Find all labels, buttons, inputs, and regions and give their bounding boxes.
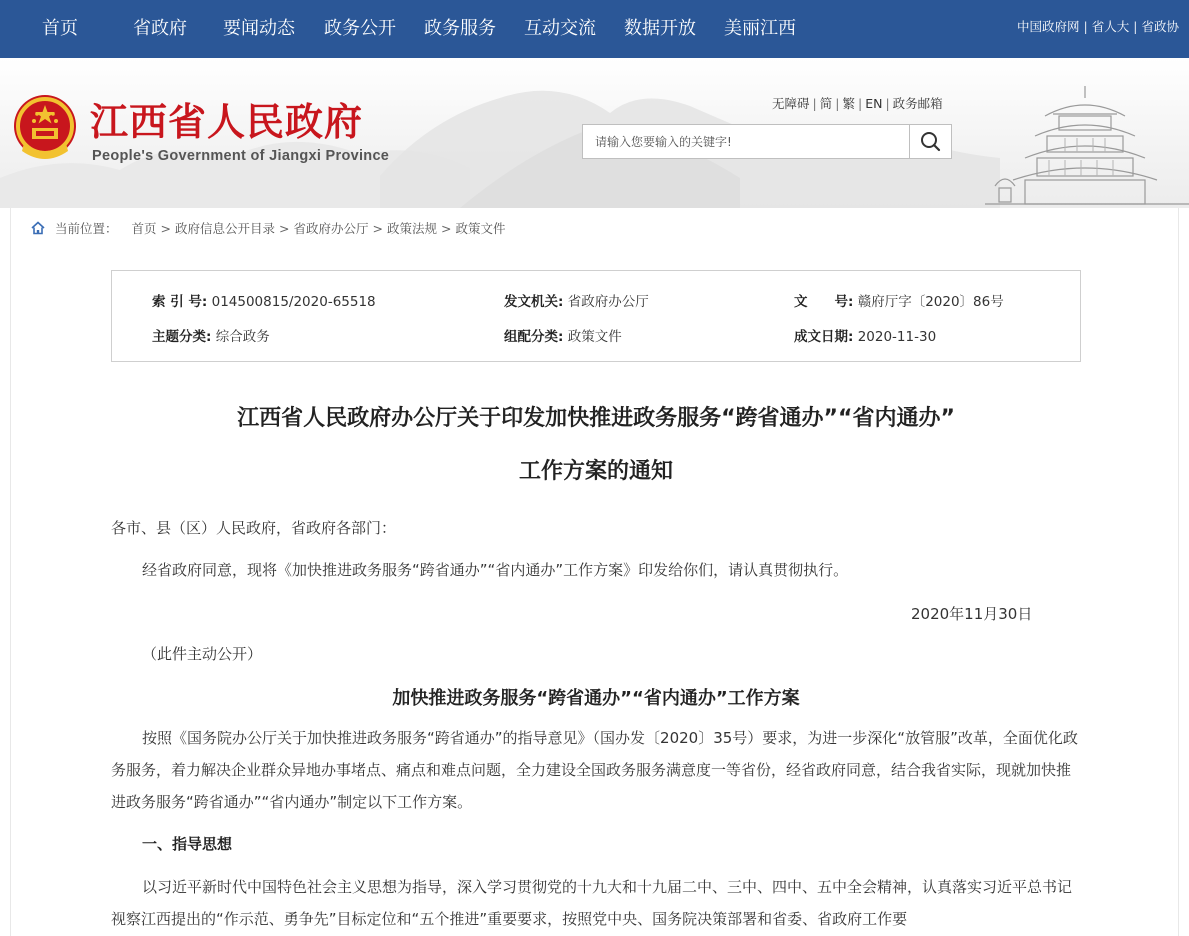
salutation: 各市、县（区）人民政府，省政府各部门： bbox=[111, 519, 397, 537]
site-header bbox=[0, 58, 1189, 208]
link-provincial-congress[interactable]: 省人大 bbox=[1091, 19, 1130, 34]
plan-title: 加快推进政务服务“跨省通办”“省内通办”工作方案 bbox=[392, 688, 800, 709]
section-paragraph: 以习近平新时代中国特色社会主义思想为指导，深入学习贯彻党的十九大和十九届二中、三中、四中、五中全会精神，认真落实习近平总书记视察江西提出的“作示范、勇争先”目标定位和“五个推进”重要要求，按照党中央、国务院决策部署和省委、省政府工作要 bbox=[111, 878, 1073, 928]
notice-date: 2020年11月30日 bbox=[911, 605, 1033, 623]
info-label: 发文机关: bbox=[504, 294, 564, 310]
utility-links bbox=[772, 94, 943, 112]
national-emblem-icon bbox=[12, 93, 78, 165]
info-index-number bbox=[152, 290, 376, 310]
info-value: 014500815/2020-65518 bbox=[211, 294, 376, 310]
link-china-gov[interactable]: 中国政府网 bbox=[1017, 19, 1080, 34]
nav-item-interaction[interactable]: 互动交流 bbox=[524, 18, 596, 39]
divider: | bbox=[812, 96, 817, 111]
breadcrumb-info-catalog[interactable]: 政府信息公开目录 bbox=[175, 221, 276, 236]
info-category bbox=[504, 325, 622, 345]
info-topic bbox=[152, 325, 270, 345]
breadcrumb-policies[interactable]: 政策法规 bbox=[387, 221, 438, 236]
top-nav bbox=[0, 0, 1189, 58]
divider: | bbox=[835, 96, 840, 111]
search-input[interactable] bbox=[583, 125, 909, 158]
chevron-right-icon: > bbox=[279, 221, 290, 236]
document-info-table bbox=[111, 270, 1081, 362]
breadcrumb-general-office[interactable]: 省政府办公厅 bbox=[293, 221, 369, 236]
info-value: 省政府办公厅 bbox=[567, 294, 649, 310]
site-subtitle: People's Government of Jiangxi Province bbox=[92, 148, 390, 164]
info-issuer bbox=[504, 290, 649, 310]
info-label: 索 引 号: bbox=[152, 294, 208, 310]
breadcrumb bbox=[31, 220, 506, 238]
divider: | bbox=[1083, 19, 1088, 34]
link-gov-mail[interactable]: 政务邮箱 bbox=[892, 96, 943, 111]
breadcrumb-home[interactable]: 首页 bbox=[131, 221, 157, 236]
link-accessibility[interactable]: 无障碍 bbox=[772, 96, 810, 111]
info-value: 赣府厅字〔2020〕86号 bbox=[857, 294, 1004, 310]
nav-item-home[interactable]: 首页 bbox=[42, 18, 78, 39]
document-title-line-2: 工作方案的通知 bbox=[518, 459, 673, 484]
search-icon bbox=[910, 125, 952, 158]
link-english[interactable]: EN bbox=[865, 96, 883, 111]
nav-item-beautiful-jiangxi[interactable]: 美丽江西 bbox=[724, 18, 796, 39]
link-simplified[interactable]: 简 bbox=[819, 96, 833, 111]
nav-item-province-government[interactable]: 省政府 bbox=[133, 18, 187, 39]
divider: | bbox=[857, 96, 863, 111]
link-traditional[interactable]: 繁 bbox=[842, 96, 855, 111]
chevron-right-icon: > bbox=[372, 221, 384, 236]
chevron-right-icon: > bbox=[441, 221, 452, 236]
info-label: 主题分类: bbox=[152, 329, 212, 345]
chevron-right-icon: > bbox=[160, 221, 172, 236]
info-document-number bbox=[794, 290, 1004, 310]
info-written-date bbox=[794, 325, 936, 345]
top-external-links bbox=[1017, 0, 1179, 58]
info-value: 综合政务 bbox=[215, 329, 270, 345]
info-label: 组配分类: bbox=[504, 329, 564, 345]
search-button[interactable] bbox=[909, 125, 951, 158]
link-provincial-cppcc[interactable]: 省政协 bbox=[1141, 19, 1179, 34]
nav-item-gov-affairs-open[interactable]: 政务公开 bbox=[324, 18, 396, 39]
breadcrumb-label: 当前位置： bbox=[55, 221, 118, 236]
nav-item-open-data[interactable]: 数据开放 bbox=[624, 18, 696, 39]
notice-body: 经省政府同意，现将《加快推进政务服务“跨省通办”“省内通办”工作方案》印发给你们，请认真贯彻执行。 bbox=[142, 561, 849, 579]
info-value: 2020-11-30 bbox=[857, 329, 937, 345]
public-note: （此件主动公开） bbox=[142, 645, 263, 663]
divider: | bbox=[885, 96, 890, 111]
section-heading: 一、指导思想 bbox=[142, 835, 233, 853]
divider: | bbox=[1133, 19, 1138, 34]
main-content bbox=[10, 208, 1179, 936]
info-label: 成文日期: bbox=[794, 329, 854, 345]
nav-item-news[interactable]: 要闻动态 bbox=[223, 18, 295, 39]
plan-intro-paragraph: 按照《国务院办公厅关于加快推进政务服务“跨省通办”的指导意见》（国办发〔2020〕35号）要求，为进一步深化“放管服”改革，全面优化政务服务，着力解决企业群众异地办事堵点、痛点和难点问题，全力建设全国政务服务满意度一等省份，经省政府同意，结合我省实际，现就加快推进政务服务“跨省通办”“省内通办”制定以下工作方案。 bbox=[111, 729, 1078, 811]
site-title: 江西省人民政府 bbox=[90, 99, 364, 144]
search-box bbox=[582, 124, 952, 159]
info-label: 文 号: bbox=[794, 294, 854, 310]
document-title-line-1: 江西省人民政府办公厅关于印发加快推进政务服务“跨省通办”“省内通办” bbox=[237, 406, 955, 431]
nav-item-gov-services[interactable]: 政务服务 bbox=[424, 18, 496, 39]
tengwang-pavilion-illustration bbox=[985, 76, 1189, 208]
home-icon bbox=[31, 221, 45, 235]
breadcrumb-policy-docs[interactable]: 政策文件 bbox=[455, 221, 506, 236]
info-value: 政策文件 bbox=[567, 329, 622, 345]
